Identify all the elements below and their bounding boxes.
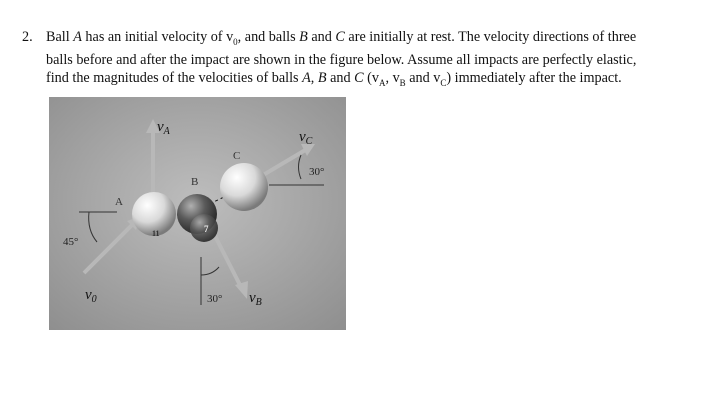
problem-number: 2. [22, 29, 33, 45]
collision-diagram [49, 97, 346, 330]
ball-number-11: 11 [152, 229, 160, 238]
problem-line-1: Ball A has an initial velocity of $v_0$, and balls B and C are initially at rest. The velocity directions of three [46, 29, 637, 47]
label-ball-B: B [191, 176, 199, 188]
ball-C [220, 163, 268, 211]
label-ball-A: A [115, 196, 123, 208]
problem-text [46, 28, 682, 92]
ball-number-7: 7 [204, 224, 209, 234]
problem-line-2: balls before and after the impact are shown in the figure below. Assume all impacts are perfectly elastic, [46, 51, 637, 68]
label-vA: $v_A$ [157, 119, 170, 137]
label-vB: $v_B$ [249, 290, 262, 308]
label-angle-30-B: 30° [207, 293, 223, 305]
label-vC: $v_C$ [299, 129, 313, 147]
collision-figure [49, 97, 346, 330]
label-angle-45: 45° [63, 236, 79, 248]
label-angle-30-C: 30° [309, 166, 325, 178]
label-ball-C: C [233, 150, 241, 162]
problem-line-3: find the magnitudes of the velocities of balls A, B and C ($v_A$, $v_B$ and $v_C$) immediately after the impact. [46, 69, 622, 88]
label-v0: $v_0$ [85, 287, 97, 305]
